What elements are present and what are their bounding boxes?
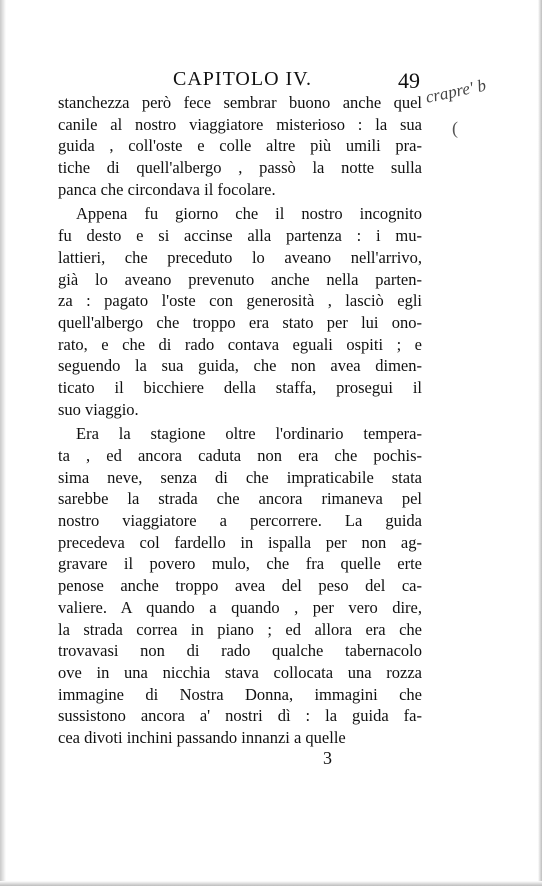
text-line: ove in una nicchia stava collocata una rozza xyxy=(58,662,422,682)
text-line: nostro viaggiatore a percorrere. La guida xyxy=(58,511,422,531)
page-number: 49 xyxy=(398,68,420,93)
text-line: suo viaggio. xyxy=(58,399,139,419)
running-head xyxy=(68,62,428,92)
page-edge-bottom xyxy=(0,881,542,886)
text-line: la strada correa in piano ; ed allora era che xyxy=(58,619,422,639)
text-line: precedeva col fardello in ispalla per non ag- xyxy=(58,532,422,552)
text-line: quell'albergo che troppo era stato per lui ono- xyxy=(58,312,422,332)
text-line: sarebbe la strada che ancora rimaneva pel xyxy=(58,489,422,509)
text-line: ticato il bicchiere della staffa, prosegui il xyxy=(58,377,422,397)
text-line: valiere. A quando a quando , per vero dire, xyxy=(58,597,422,617)
paragraph xyxy=(58,92,422,200)
text-line: tiche di quell'albergo , passò la notte sulla xyxy=(58,158,422,178)
text-line: trovavasi non di rado qualche tabernacolo xyxy=(58,641,422,661)
text-line: ta , ed ancora caduta non era che pochis- xyxy=(58,446,422,465)
signature-mark: 3 xyxy=(323,748,332,768)
text-line: lattieri, che preceduto lo aveano nell'arrivo, xyxy=(58,247,422,267)
text-line: cea divoti inchini passando innanzi a quelle xyxy=(58,727,346,747)
text-line: guida , coll'oste e colle altre più umili pra- xyxy=(58,136,422,156)
handwritten-marginal-mark: ( xyxy=(452,118,458,138)
text-line: Appena fu giorno che il nostro incognito xyxy=(76,204,422,224)
paragraph xyxy=(58,203,422,420)
handwritten-marginal-note: crapre' b xyxy=(423,75,488,107)
text-line: sima neve, senza di che impraticabile stata xyxy=(58,467,422,487)
text-line: stanchezza però fece sembrar buono anche quel xyxy=(58,93,422,112)
text-line: già lo aveano prevenuto anche nella parten- xyxy=(58,269,422,289)
body-text xyxy=(58,92,422,749)
paragraph xyxy=(58,423,422,748)
text-line: immagine di Nostra Donna, immagini che xyxy=(58,684,422,704)
page-edge-right xyxy=(538,0,542,886)
text-line: canile al nostro viaggiatore misterioso : la sua xyxy=(58,114,422,134)
text-line: za : pagato l'oste con generosità , lasciò egli xyxy=(58,291,422,311)
chapter-title: CAPITOLO IV. xyxy=(173,68,313,90)
text-line: seguendo la sua guida, che non avea dimen- xyxy=(58,356,422,376)
text-line: penose anche troppo avea del peso del ca- xyxy=(58,576,422,596)
text-line: sussistono ancora a' nostri dì : la guida fa- xyxy=(58,706,422,726)
text-line: gravare il povero mulo, che fra quelle erte xyxy=(58,554,422,574)
text-line: panca che circondava il focolare. xyxy=(58,179,276,199)
text-line: fu desto e si accinse alla partenza : i mu- xyxy=(58,226,422,246)
text-line: rato, e che di rado contava eguali ospiti ; e xyxy=(58,334,422,354)
text-line: Era la stagione oltre l'ordinario tempera- xyxy=(76,424,422,444)
page-edge-left xyxy=(0,0,6,886)
